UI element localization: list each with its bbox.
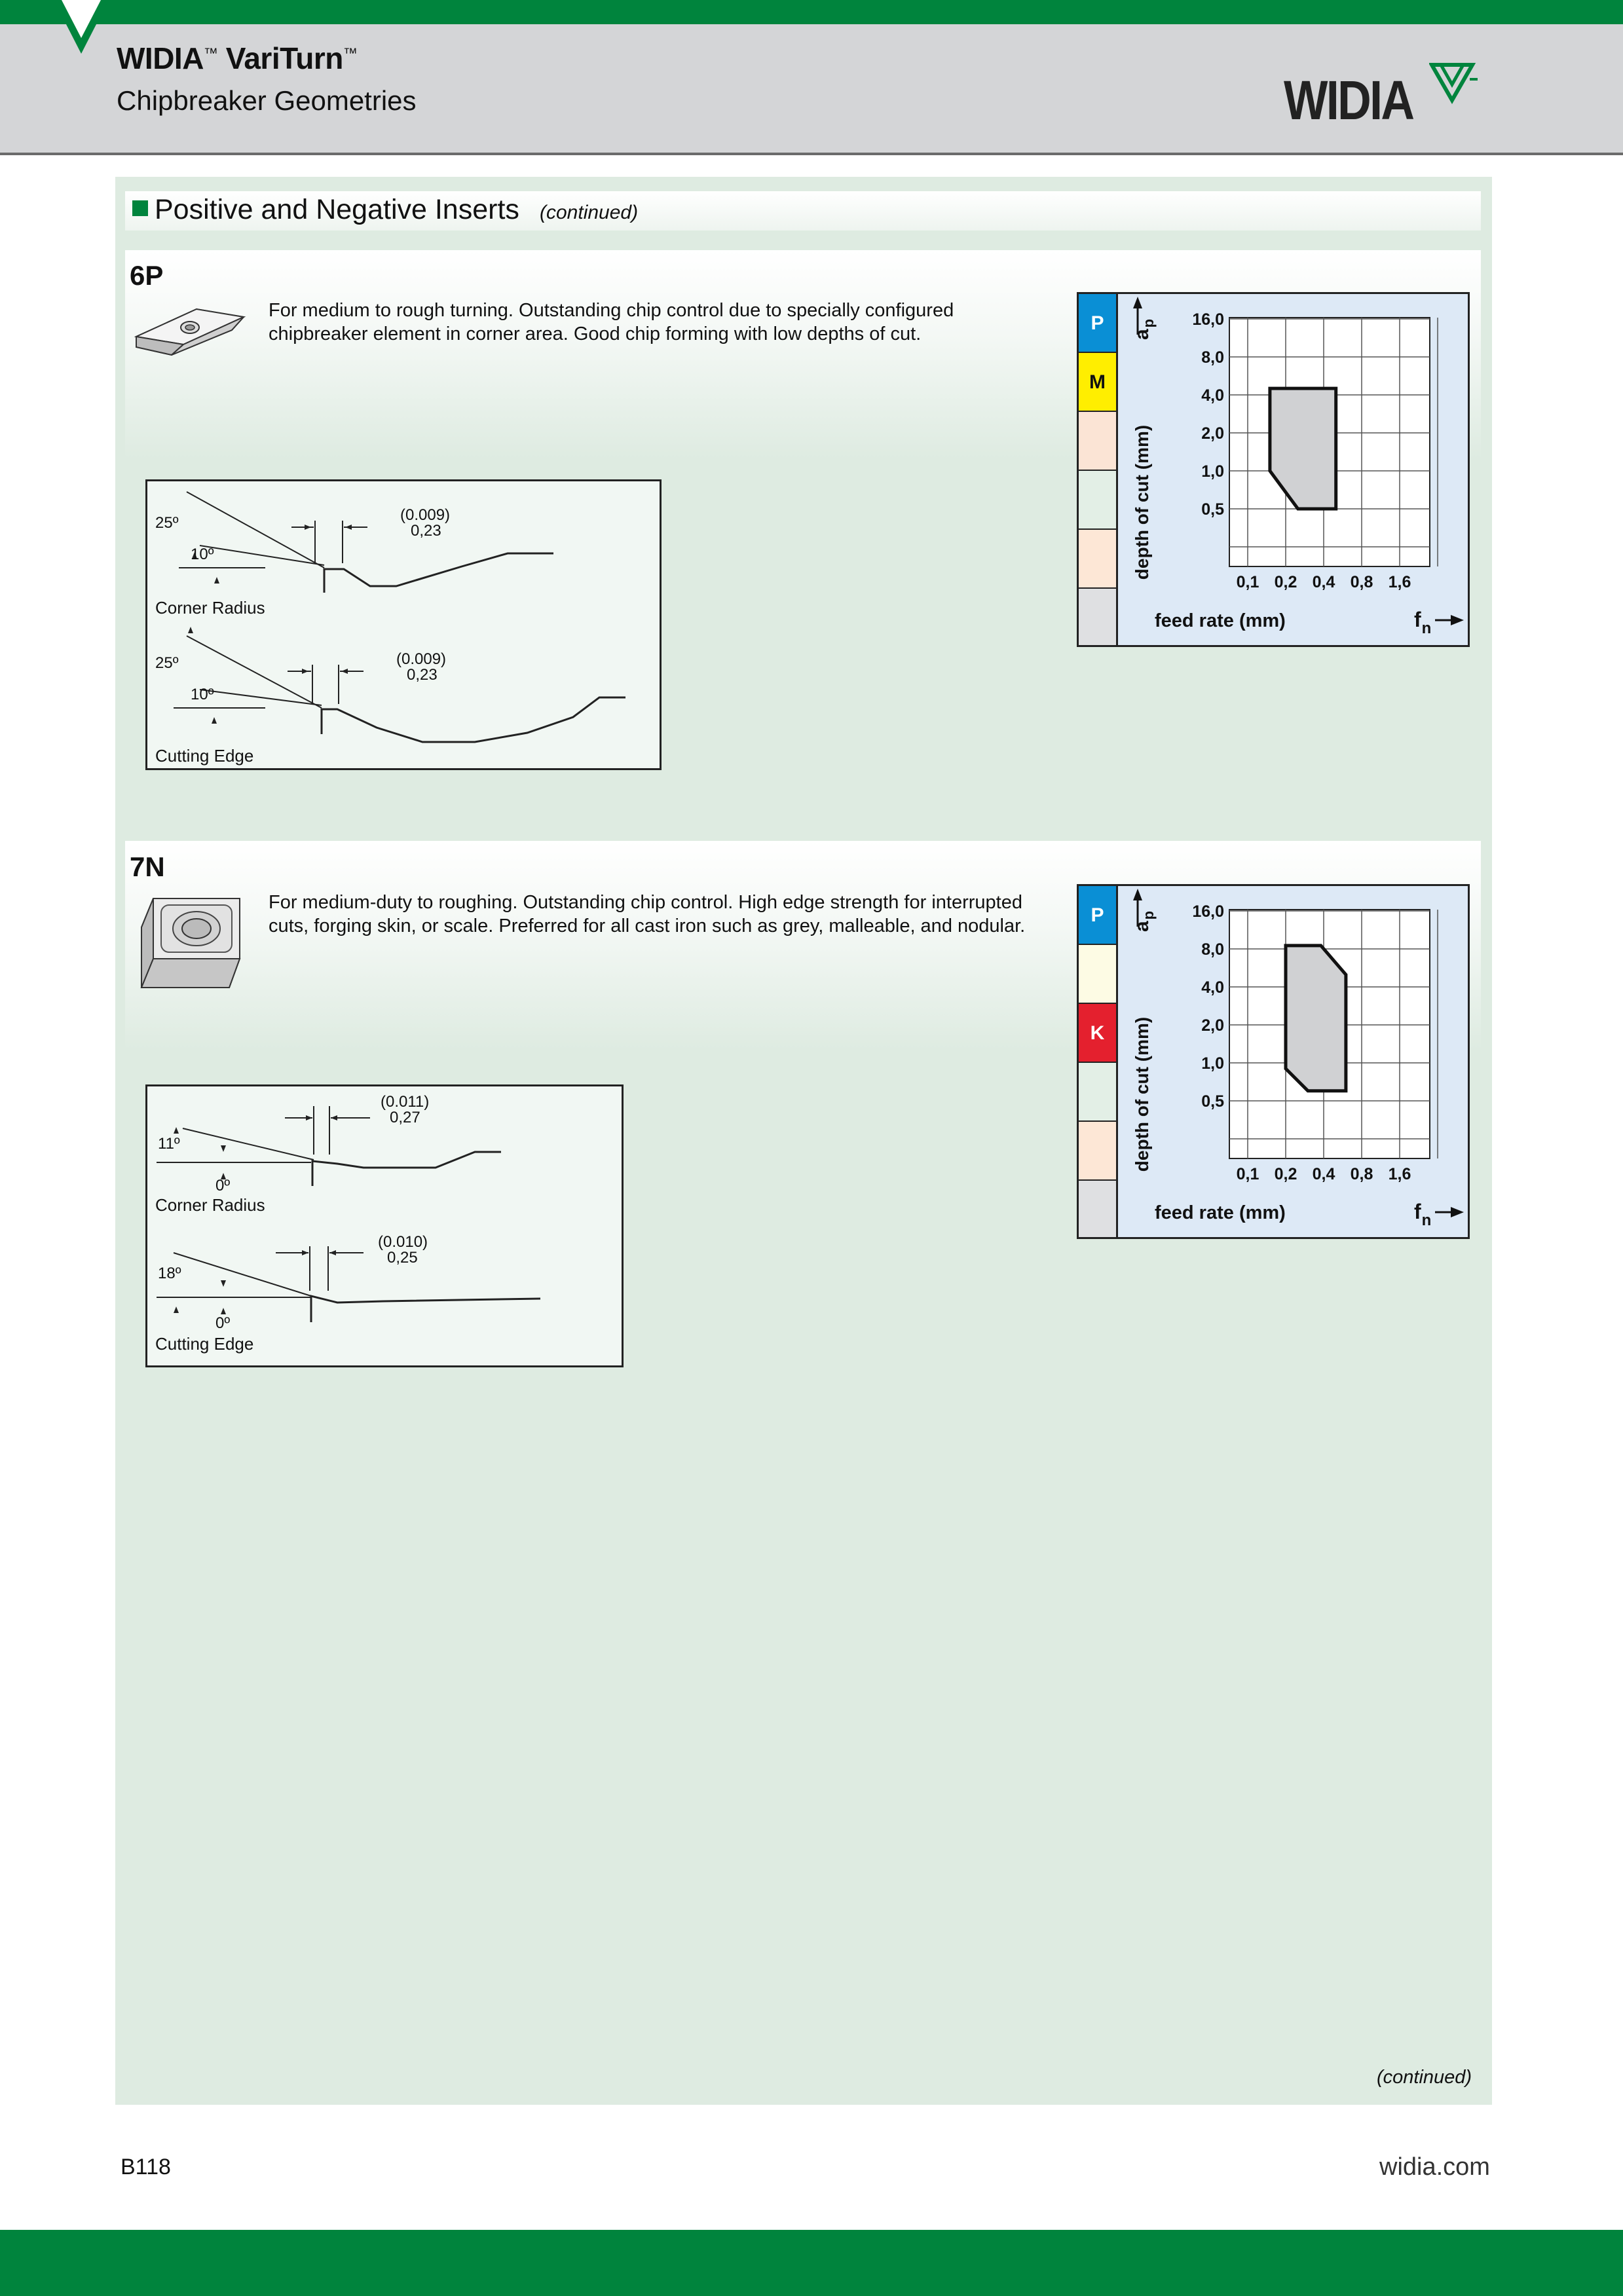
y-tick-label: 1,0 xyxy=(1201,1054,1224,1073)
continued-note: (continued) xyxy=(1377,2067,1472,2088)
x-tick-label: 0,1 xyxy=(1236,573,1259,591)
application-chart-6p xyxy=(1077,292,1470,647)
corner-triangle-inner xyxy=(62,0,101,38)
trademark-mark: ™ xyxy=(203,45,218,62)
geometry-profile-6p xyxy=(145,479,662,770)
angle-label: 10º xyxy=(191,546,214,563)
website-link[interactable]: widia.com xyxy=(1379,2153,1490,2181)
bottom-green-bar xyxy=(0,2230,1623,2296)
corner-radius-label: Corner Radius xyxy=(155,598,265,618)
y-axis-arrow-head xyxy=(1133,297,1142,308)
section-title: Positive and Negative Inserts xyxy=(155,194,519,225)
y-axis-symbol: $a_p$ xyxy=(1131,318,1157,340)
material-cell xyxy=(1079,1181,1118,1237)
dimension-inch: (0.010) xyxy=(378,1233,428,1251)
insert-description: For medium to rough turning. Outstanding chip control due to specially configured chipbreaker element in corner area. Good chip forming with low depths of cut. xyxy=(269,300,954,344)
header-title xyxy=(117,41,357,76)
trademark-mark: ™ xyxy=(343,45,358,62)
insert-code: 6P xyxy=(130,260,164,291)
y-tick-label: 2,0 xyxy=(1201,1016,1224,1035)
geometry-profile-7n xyxy=(145,1084,624,1367)
corner-radius-label: Corner Radius xyxy=(155,1195,265,1215)
logo-text: WIDIA xyxy=(1284,69,1413,131)
dimension-mm: 0,27 xyxy=(390,1109,420,1126)
x-tick-label: 0,2 xyxy=(1274,1165,1297,1183)
x-axis-arrow-head xyxy=(1451,615,1464,625)
angle-label: 18º xyxy=(158,1265,181,1282)
header-subtitle: Chipbreaker Geometries xyxy=(117,85,417,116)
y-tick-label: 4,0 xyxy=(1201,386,1224,405)
material-cell-p: P xyxy=(1079,886,1118,945)
y-tick-label: 1,0 xyxy=(1201,462,1224,481)
x-axis-symbol: $f_n$ xyxy=(1414,1200,1432,1229)
y-tick-label: 0,5 xyxy=(1201,1092,1224,1111)
material-cell xyxy=(1079,471,1118,530)
y-tick-label: 8,0 xyxy=(1201,348,1224,367)
feed-depth-chart xyxy=(1118,886,1468,1237)
angle-label: 10º xyxy=(191,686,214,703)
insert-6p-rhombic-icon xyxy=(134,305,246,358)
dimension-inch: (0.011) xyxy=(381,1093,430,1111)
logo-triangle-icon xyxy=(1429,62,1479,108)
y-axis-label: depth of cut (mm) xyxy=(1132,424,1152,580)
angle-label: 0º xyxy=(215,1314,231,1332)
x-tick-label: 1,6 xyxy=(1388,573,1411,591)
x-axis-label: feed rate (mm) xyxy=(1155,610,1286,631)
green-square-bullet-icon xyxy=(132,200,148,216)
page-number: B118 xyxy=(121,2155,171,2179)
section-continued: (continued) xyxy=(540,202,639,223)
y-tick-label: 16,0 xyxy=(1192,902,1224,921)
angle-label: 0º xyxy=(215,1177,231,1194)
x-tick-label: 0,8 xyxy=(1350,573,1373,591)
x-tick-label: 0,4 xyxy=(1312,1165,1335,1183)
material-cell-m: M xyxy=(1079,353,1118,412)
x-tick-label: 1,6 xyxy=(1388,1165,1411,1183)
y-axis-symbol: $a_p$ xyxy=(1131,910,1157,932)
x-tick-label: 0,1 xyxy=(1236,1165,1259,1183)
dimension-inch: (0.009) xyxy=(396,650,447,668)
y-tick-label: 16,0 xyxy=(1192,310,1224,329)
angle-label: 11º xyxy=(158,1135,180,1153)
insert-description: For medium-duty to roughing. Outstanding chip control. High edge strength for interrupted cuts, forging skin, or scale. Preferred for all cast iron such as grey, malleable, and nodular. xyxy=(269,892,1026,936)
y-tick-label: 0,5 xyxy=(1201,500,1224,519)
feed-depth-chart xyxy=(1118,294,1468,645)
x-axis-label: feed rate (mm) xyxy=(1155,1202,1286,1223)
y-tick-label: 4,0 xyxy=(1201,978,1224,997)
x-tick-label: 0,4 xyxy=(1312,573,1335,591)
material-cell xyxy=(1079,589,1118,645)
x-tick-label: 0,2 xyxy=(1274,573,1297,591)
dimension-inch: (0.009) xyxy=(400,506,451,524)
widia-logo xyxy=(1284,62,1480,134)
insert-7n-square-icon xyxy=(138,896,242,990)
dimension-mm: 0,23 xyxy=(411,522,441,540)
cutting-edge-label: Cutting Edge xyxy=(155,1334,254,1354)
cutting-edge-label: Cutting Edge xyxy=(155,746,254,766)
y-tick-label: 8,0 xyxy=(1201,940,1224,959)
material-cell-p: P xyxy=(1079,294,1118,353)
brand-name: WIDIA xyxy=(117,41,204,75)
dimension-mm: 0,25 xyxy=(387,1249,418,1267)
material-cell xyxy=(1079,412,1118,471)
y-tick-label: 2,0 xyxy=(1201,424,1224,443)
dimension-mm: 0,23 xyxy=(407,666,438,684)
x-axis-arrow-head xyxy=(1451,1207,1464,1217)
y-axis-label: depth of cut (mm) xyxy=(1132,1016,1152,1172)
angle-label: 25º xyxy=(155,514,179,532)
material-cell xyxy=(1079,945,1118,1004)
y-axis-arrow-head xyxy=(1133,889,1142,900)
material-cell xyxy=(1079,1122,1118,1181)
x-tick-label: 0,8 xyxy=(1350,1165,1373,1183)
application-region xyxy=(1286,946,1346,1091)
x-axis-symbol: $f_n$ xyxy=(1414,608,1432,637)
material-cell xyxy=(1079,1063,1118,1122)
product-name: VariTurn xyxy=(225,41,343,75)
insert-code: 7N xyxy=(130,851,165,882)
material-cell-k: K xyxy=(1079,1004,1118,1063)
application-chart-7n xyxy=(1077,884,1470,1239)
material-cell xyxy=(1079,530,1118,589)
angle-label: 25º xyxy=(155,654,179,672)
top-green-bar xyxy=(0,0,1623,24)
